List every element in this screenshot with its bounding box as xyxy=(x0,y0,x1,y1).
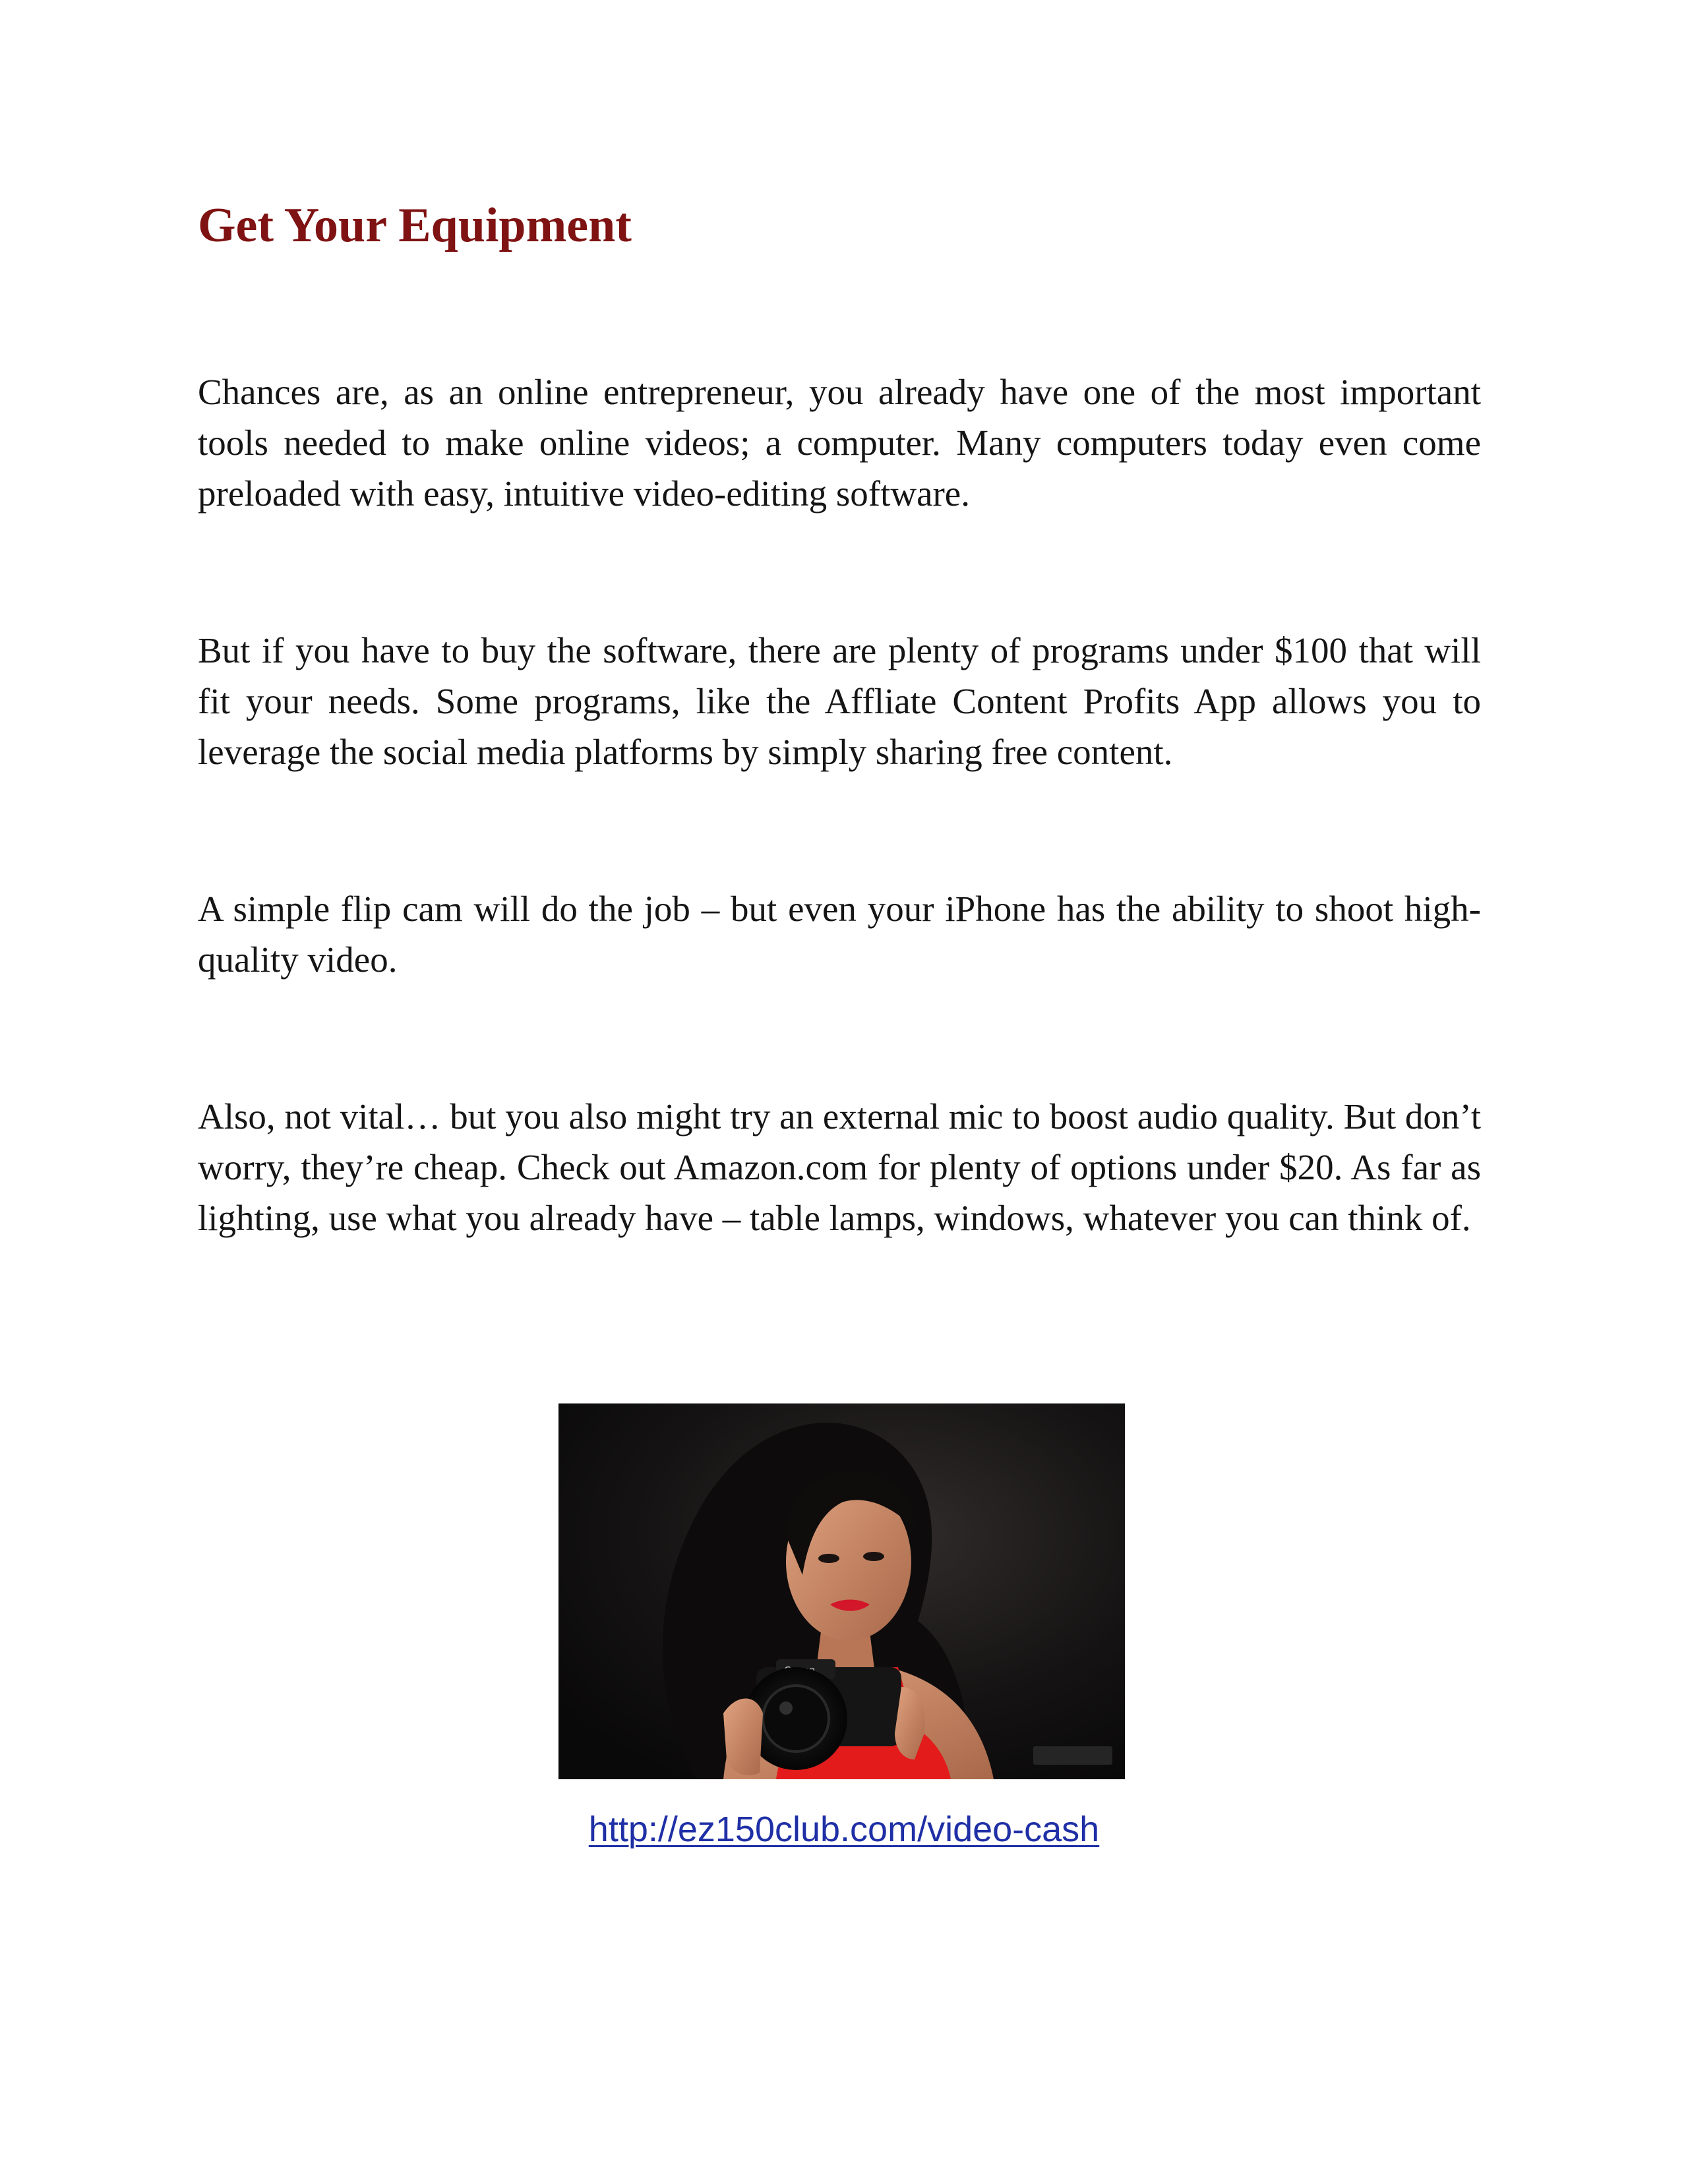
photo-illustration xyxy=(558,1403,1125,1779)
page-title: Get Your Equipment xyxy=(198,198,632,252)
link-container xyxy=(0,1806,1688,1852)
video-cash-link[interactable]: http://ez150club.com/video-cash xyxy=(588,1810,1100,1849)
paragraph-mic-lighting: Also, not vital… but you also might try an external mic to boost audio quality. But don’t worry, they’re cheap. Check out Amazon.com for plenty of options under $20. As far as lighting, use what you already have – table lamps, windows, whatever you can think of. xyxy=(198,1096,1481,1238)
photo-woman-with-camera xyxy=(558,1403,1125,1779)
paragraph-camera: A simple flip cam will do the job – but even your iPhone has the ability to shoot high-quality video. xyxy=(198,889,1481,980)
paragraph-software: But if you have to buy the software, there are plenty of programs under $100 that will fit your needs. Some programs, like the Affliate Content Profits App allows you to leverage the social media platforms by simply sharing free content. xyxy=(198,630,1481,772)
paragraph-computer: Chances are, as an online entrepreneur, you already have one of the most important tools needed to make online videos; a computer. Many computers today even come preloaded with easy, intuitive video-editing software. xyxy=(198,372,1481,514)
